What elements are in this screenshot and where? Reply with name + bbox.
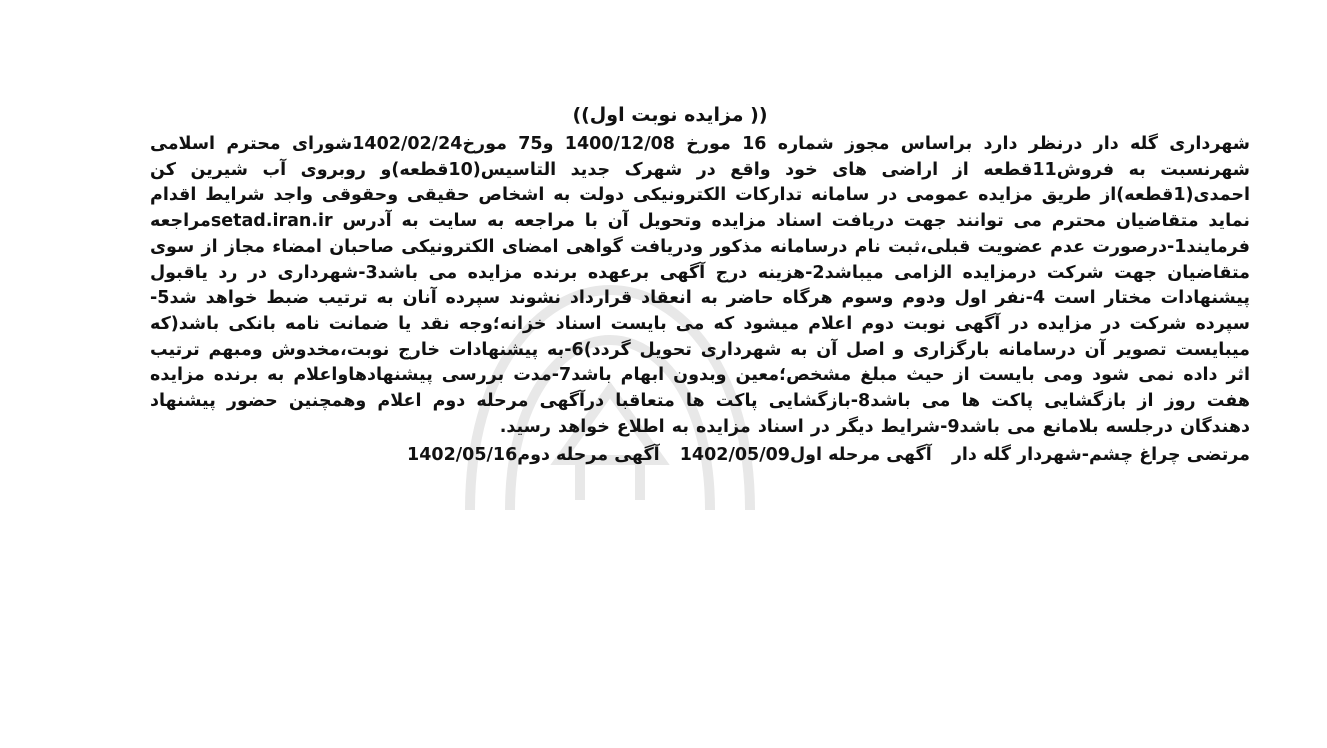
notice-body: شهرداری گله دار درنظر دارد براساس مجوز شماره 16 مورخ 1400/12/08 و75 مورخ1402/02/24شورای محترم اسلامی شهرنسبت به فروش11قطعه از اراضی های خود واقع در شهرک جدید التاسیس(10قطعه)و روبروی آب شیرین کن احمدی(1قطعه)از طریق مزایده عمومی در سامانه تدارکات الکترونیکی دولت به اشخاص حقیقی وحقوقی واجد شرایط اقدام نماید متقاضیان محترم می توانند جهت دریافت اسناد مزایده وتحویل آن با مراجعه به سایت به آدرس setad.iran.irمراجعه فرمایند1-درصورت عدم عضویت قبلی،ثبت نام درسامانه مذکور ودریافت گواهی امضای الکترونیکی صاحبان امضاء مجاز از سوی متقاضیان جهت شرکت درمزایده الزامی میباشد2-هزینه درج آگهی برعهده برنده مزایده می باشد3-شهرداری در رد یاقبول پیشنهادات مختار است 4-نفر اول ودوم وسوم هرگاه حاضر به انعقاد قرارداد نشوند سپرده آنان به ترتیب ضبط خواهد شد5-سپرده شرکت در مزایده در آگهی نوبت دوم اعلام میشود که می بایست اسناد خزانه؛وجه نقد یا ضمانت نامه بانکی باشد(که میبایست تصویر آن درسامانه بارگزاری و اصل آن به شهرداری تحویل گردد)6-به پیشنهادات خارج نوبت،مخدوش ومبهم ترتیب اثر داده نمی شود ومی بایست از حیث مبلغ مشخص؛معین وبدون ابهام باشد7-مدت بررسی پیشنهادهاواعلام به برنده مزایده هفت روز از بازگشایی پاکت ها می باشد8-بازگشایی پاکت ها متعاقبا درآگهی مرحله دوم اعلام وهمچنین حضور پیشنهاد دهندگان درجلسه بلامانع می باشد9-شرایط دیگر در اسناد مزایده به اطلاع خواهد رسید.: [150, 134, 1251, 437]
notice-title: (( مزایده نوبت اول)): [572, 104, 768, 126]
first-stage-date: آگهی مرحله اول1402/05/09: [679, 445, 932, 466]
mayor-signature: مرتضی چراغ چشم-شهردار گله دار: [951, 445, 1250, 466]
signature-line: [150, 442, 1250, 468]
second-stage-date: آگهی مرحله دوم1402/05/16: [407, 445, 660, 466]
auction-notice: [150, 100, 1250, 468]
